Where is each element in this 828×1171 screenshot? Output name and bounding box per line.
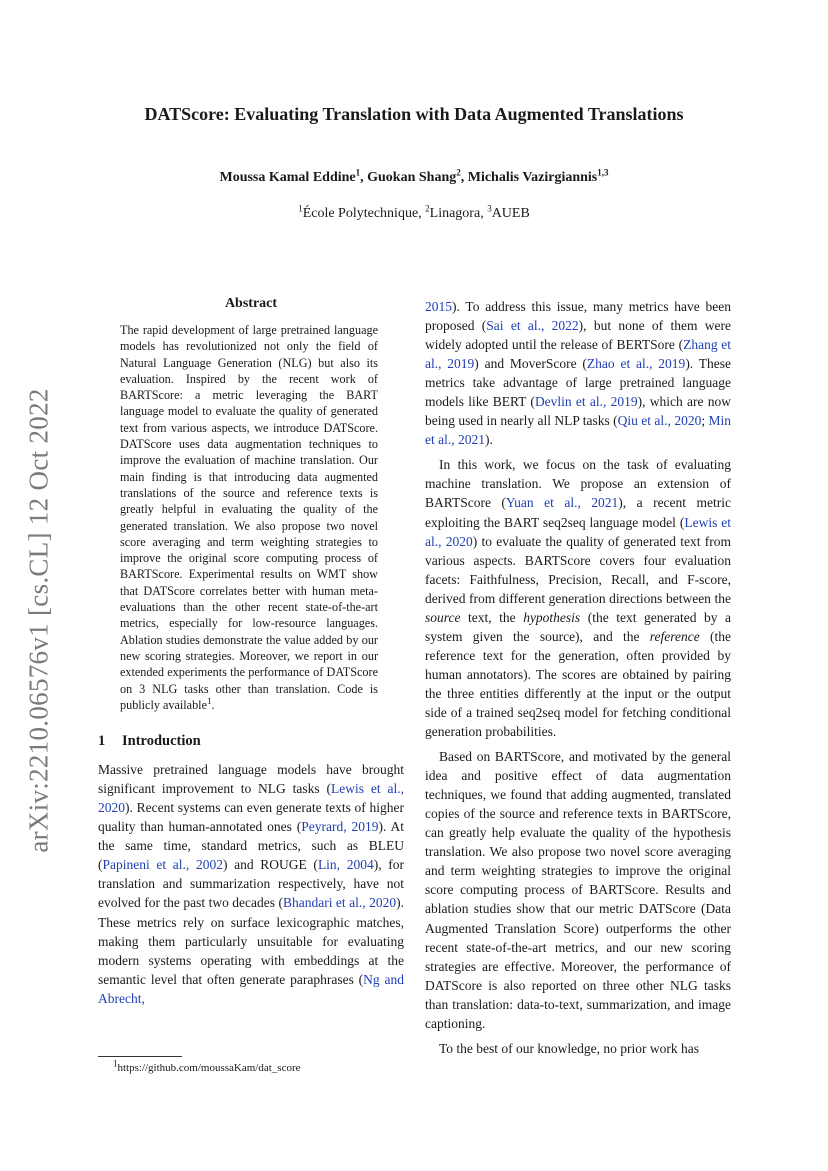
affiliation-mark: 2 (425, 203, 430, 214)
intro-paragraph-2 (425, 455, 731, 741)
footnote (113, 1058, 301, 1075)
abstract-body (120, 322, 378, 713)
paragraph-text: ). These metrics rely on surface lexicographic matches, making them particularly unsuitable for evaluating modern systems operating with embeddings at the semantic level that often generate paraphrases ( (98, 895, 404, 987)
citation-link[interactable]: Bhandari et al., 2020 (282, 895, 397, 911)
citation-link[interactable]: Devlin et al., 2019 (534, 394, 638, 410)
intro-paragraph-1 (98, 760, 404, 1008)
paragraph-text: In this work, we focus on the task of evaluating machine translation. We propose an extension of BARTScore ( (425, 457, 731, 511)
intro-paragraph-3 (425, 747, 731, 1033)
section-title: Introduction (122, 733, 201, 750)
citation-link[interactable]: Peyrard, 2019 (301, 819, 379, 835)
citation-link[interactable]: Zhao et al., 2019 (586, 356, 686, 372)
affiliation-separator: , (480, 206, 488, 221)
citation-link[interactable]: 2015 (425, 299, 452, 314)
author-name: Moussa Kamal Eddine (219, 170, 356, 185)
affiliation-name: Linagora (429, 206, 481, 221)
arxiv-identifier-stamp (22, 365, 56, 875)
footnote-mark: 1 (113, 1058, 118, 1069)
paragraph-text: ). These metrics take advantage of large pretrained language models like BERT ( (425, 356, 731, 410)
citation-link[interactable]: Papineni et al., 2002 (102, 857, 223, 873)
paragraph-text: (the text generated by a system given the source), and the (425, 609, 731, 644)
paragraph-text: text, the (460, 609, 524, 625)
footnote-divider (98, 1056, 182, 1057)
paper-title: DATScore: Evaluating Translation with Data Augmented Translations (144, 104, 684, 124)
right-column (425, 297, 731, 1058)
author-name: Guokan Shang (367, 170, 457, 185)
citation-link[interactable]: Sai et al., 2022 (486, 318, 579, 334)
affiliation-name: AUEB (491, 206, 530, 221)
author-separator: , (360, 170, 368, 185)
citation-link[interactable]: Min et al., 2021 (425, 413, 731, 448)
emphasized-term: reference (649, 628, 700, 644)
paragraph-text: ), a recent metric exploiting the BART seq2seq language model ( (425, 495, 731, 530)
paragraph-text: Based on BARTScore, and motivated by the general idea and positive effect of data augmentation techniques, we found that adding augmented, translated copies of the source and reference texts in BARTScore, can greatly help evaluate the quality of the hypothesis translation. We also propose two novel score averaging and term weighting strategies to improve the original score computing process of BARTScore. Results and ablation studies show that our metric DATScore (Data Augmented Translation Score) outperforms the other recent state-of-the-art metrics, and our new scoring strategies are effective. Moreover, the performance of DATScore is also reported on three other NLG tasks than translation: data-to-text, summarization, and image captioning. (425, 749, 731, 1031)
author-affiliation-mark: 2 (456, 167, 461, 178)
abstract-end-punct: . (211, 697, 215, 712)
affiliation-mark: 1 (298, 203, 303, 214)
citation-link[interactable]: Lewis et al., 2020 (425, 514, 731, 549)
author-affiliation-mark: 1 (355, 167, 361, 178)
paragraph-text: ) and MoverScore ( (474, 356, 587, 372)
affiliation-name: École Polytechnique (302, 206, 419, 221)
paragraph-text: ), for translation and summarization respectively, have not evolved for the past two decades ( (98, 857, 405, 911)
section-number: 1 (98, 733, 106, 750)
author-list (0, 167, 828, 186)
paragraph-text: ). To address this issue, many metrics have been proposed ( (425, 299, 731, 334)
emphasized-term: source (425, 609, 461, 625)
citation-link[interactable]: Lin, 2004 (317, 857, 374, 873)
paragraph-text: ) and ROUGE ( (222, 857, 318, 873)
affiliation-mark: 3 (487, 203, 492, 214)
abstract-heading: Abstract (224, 296, 278, 311)
paragraph-text: ). (485, 432, 493, 448)
citation-link[interactable]: Zhang et al., 2019 (425, 337, 731, 372)
author-separator: , (460, 170, 468, 185)
citation-link[interactable]: Yuan et al., 2021 (505, 495, 619, 511)
paragraph-text: ), but none of them were widely adopted until the release of BERTSore ( (425, 318, 731, 353)
intro-paragraph-4 (425, 1039, 731, 1058)
paragraph-text: ). At the same time, standard metrics, such as BLEU ( (98, 819, 404, 873)
author-affiliation-mark: 1,3 (597, 167, 609, 178)
paragraph-text: ; (701, 413, 709, 429)
paragraph-text: (the reference text for the generation, often provided by human annotators). The scores are obtained by pairing the three entities differently at the input or the output side of a trained seq2seq model for fetching conditional generation probabilities. (425, 628, 731, 740)
citation-link[interactable]: Ng and Abrecht, (98, 971, 405, 1006)
paragraph-text: Massive pretrained language models have brought significant improvement to NLG tasks ( (98, 762, 404, 797)
author-name: Michalis Vazirgiannis (467, 170, 598, 185)
abstract-text: The rapid development of large pretrained language models has revolutionized not only the field of Natural Language Generation (NLG) but also its evaluation. Inspired by the recent work of BARTScore: a metric leveraging the BART language model to evaluate the quality of generated text from various aspects, we introduce DATScore. DATScore uses data augmentation techniques to improve the evaluation of machine translation. Our main finding is that introducing data augmented translations of the source and reference texts is greatly helpful in evaluating the quality of the generated translation. We also propose two novel score averaging and term weighting strategies to improve the original score computing process of BARTScore. Experimental results on WMT show that DATScore correlates better with human meta-evaluations than the other recent state-of-the-art metrics, especially for low-resource languages. Ablation studies demonstrate the value added by our new scoring strategies. Moreover, we report in our extended experiments the performance of DATScore on 3 NLG tasks other than translation. Code is publicly available (120, 323, 378, 712)
footnote-url[interactable]: https://github.com/moussaKam/dat_score (117, 1062, 301, 1074)
affiliation-separator: , (418, 206, 426, 221)
paragraph-text: To the best of our knowledge, no prior work has (439, 1040, 700, 1056)
citation-link[interactable]: Lewis et al., 2020 (98, 781, 404, 816)
affiliation-list (0, 203, 828, 222)
section-heading-introduction (98, 733, 404, 750)
emphasized-term: hypothesis (523, 609, 581, 625)
citation-link[interactable]: Qiu et al., 2020 (617, 413, 702, 429)
intro-paragraph-1-continued (425, 297, 731, 449)
paragraph-text: ), which are now being used in nearly all NLP tasks ( (425, 394, 732, 429)
left-column (98, 296, 404, 1008)
arxiv-identifier-text: arXiv:2210.06576v1 [cs.CL] 12 Oct 2022 (23, 387, 54, 853)
paragraph-text: ) to evaluate the quality of generated text from various aspects. BARTScore covers four evaluation facets: Faithfulness, Precision, Recall, and F-score, derived from different generation directions between the (425, 533, 731, 606)
footnote-reference-mark[interactable]: 1 (206, 695, 212, 706)
paragraph-text: ). Recent systems can even generate texts of higher quality than human-annotated ones ( (98, 800, 404, 835)
